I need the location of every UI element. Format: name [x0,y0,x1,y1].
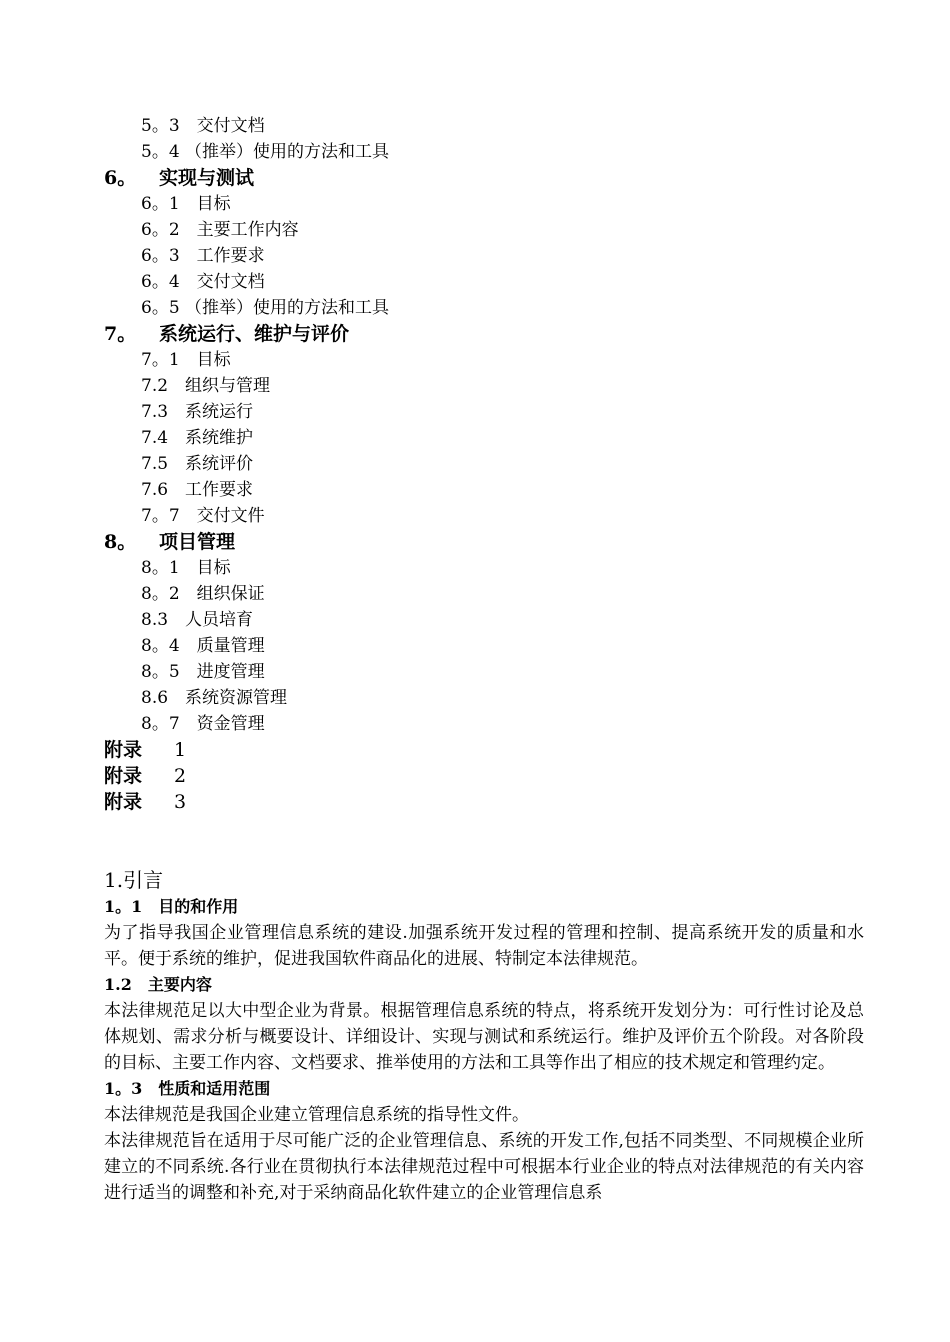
toc-item: 5。3 交付文档 [141,116,265,136]
toc-item: 7。7 交付文件 [141,506,265,526]
toc-item: 8。7 资金管理 [141,714,265,734]
appendix-number: 1 [174,739,187,761]
paragraph: 本法律规范旨在适用于尽可能广泛的企业管理信息、系统的开发工作,包括不同类型、不同规模企业所建立的不同系统.各行业在贯彻执行本法律规范过程中可根据本行业企业的特点对法律规范的有关内容进行适当的调整和补充,对于采纳商品化软件建立的企业管理信息系 [104,1131,864,1203]
toc-chapter-title: 项目管理 [159,531,236,553]
section-heading: 1.2 主要内容 [104,975,212,994]
toc-item: 8。1 目标 [141,558,231,578]
appendix-label: 附录 [104,739,143,761]
toc-chapter-number: 6。 [104,167,137,189]
toc-item: 8。5 进度管理 [141,662,265,682]
toc-chapter-title: 系统运行、维护与评价 [159,323,350,345]
toc-chapter-number: 7。 [104,323,137,345]
toc-item: 7.6 工作要求 [141,480,254,500]
toc-chapter-title: 实现与测试 [159,167,255,189]
document-body [104,866,864,1206]
chapter-heading: 1.引言 [104,868,164,892]
paragraph: 本法律规范是我国企业建立管理信息系统的指导性文件。 [104,1105,529,1125]
toc-item: 6。3 工作要求 [141,246,265,266]
toc-item: 7.4 系统维护 [141,428,254,448]
toc-chapter-number: 8。 [104,531,137,553]
toc-item: 6。4 交付文档 [141,272,265,292]
toc-item: 5。4 （推举）使用的方法和工具 [141,142,390,162]
toc-appendix-3 [104,789,864,815]
section-heading: 1。3 性质和适用范围 [104,1079,271,1098]
appendix-label: 附录 [104,765,143,787]
section-heading: 1。1 目的和作用 [104,897,239,916]
toc-item: 7。1 目标 [141,350,231,370]
toc-item: 8.3 人员培育 [141,610,254,630]
toc-chapter-8 [104,529,864,555]
toc-item: 8。4 质量管理 [141,636,265,656]
toc-item: 6。2 主要工作内容 [141,220,299,240]
paragraph: 本法律规范足以大中型企业为背景。根据管理信息系统的特点，将系统开发划分为：可行性讨论及总体规划、需求分析与概要设计、详细设计、实现与测试和系统运行。维护及评价五个阶段。对各阶段的目标、主要工作内容、文档要求、推举使用的方法和工具等作出了相应的技术规定和管理约定。 [104,1001,864,1073]
toc-appendix-2 [104,763,864,789]
table-of-contents [104,113,864,815]
toc-item: 8。2 组织保证 [141,584,265,604]
appendix-label: 附录 [104,791,143,813]
toc-item: 8.6 系统资源管理 [141,688,288,708]
appendix-number: 3 [174,791,187,813]
toc-appendix-1 [104,737,864,763]
appendix-number: 2 [174,765,187,787]
toc-item: 7.2 组织与管理 [141,376,271,396]
toc-item: 7.5 系统评价 [141,454,254,474]
toc-item: 7.3 系统运行 [141,402,254,422]
toc-chapter-6 [104,165,864,191]
toc-item: 6。5 （推举）使用的方法和工具 [141,298,390,318]
toc-chapter-7 [104,321,864,347]
toc-item: 6。1 目标 [141,194,231,214]
paragraph: 为了指导我国企业管理信息系统的建设.加强系统开发过程的管理和控制、提高系统开发的质量和水平。便于系统的维护，促进我国软件商品化的进展、特制定本法律规范。 [104,923,864,969]
